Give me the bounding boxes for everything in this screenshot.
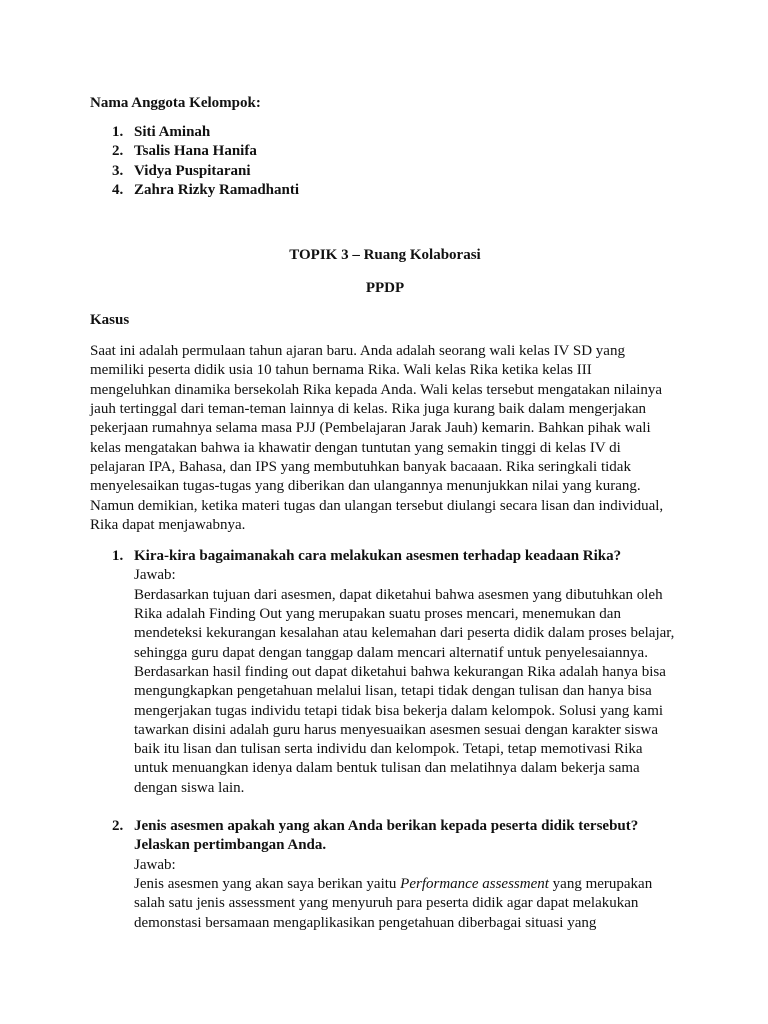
case-paragraph: Saat ini adalah permulaan tahun ajaran baru. Anda adalah seorang wali kelas IV SD yang memiliki peserta didik usia 10 tahun bernama Rika. Wali kelas Rika ketika kelas III mengeluhkan dinamika bersekolah Rika kepada Anda. Wali kelas tersebut mengatakan nilainya jauh tertinggal dari teman-teman lainnya di kelas. Rika juga kurang baik dalam mengerjakan pekerjaan rumahnya selama masa PJJ (Pembelajaran Jarak Jauh) kemarin. Bahkan pihak wali kelas mengatakan bahwa ia khawatir dengan tuntutan yang semakin tinggi di kelas IV di pelajaran IPA, Bahasa, dan IPS yang membutuhkan banyak bacaaan. Rika seringkali tidak menyelesaikan tugas-tugas yang diberikan dan ulangannya menunjukkan nilai yang kurang. Namun demikian, ketika materi tugas dan ulangan tersebut diulangi secara lisan dan individual, Rika dapat menjawabnya. — [90, 343, 664, 533]
member-number: 3. — [112, 162, 124, 179]
question-number: 2. — [112, 818, 124, 835]
member-item — [90, 162, 680, 181]
member-item — [90, 123, 680, 142]
answer-emphasis: Performance assessment — [400, 875, 549, 892]
member-name: Zahra Rizky Ramadhanti — [134, 181, 300, 198]
members-heading: Nama Anggota Kelompok: — [90, 95, 261, 111]
answer-text-start: Jenis asesmen yang akan saya berikan yaitu — [134, 875, 401, 892]
question-text: Kira-kira bagaimanakah cara melakukan asesmen terhadap keadaan Rika? — [134, 548, 622, 565]
question-item — [90, 547, 680, 798]
members-list — [90, 123, 680, 200]
question-text: Jenis asesmen apakah yang akan Anda berikan kepada peserta didik tersebut? Jelaskan pertimbangan Anda. — [134, 818, 639, 854]
answer-text — [134, 875, 680, 933]
topic-title: TOPIK 3 – Ruang Kolaborasi — [289, 247, 481, 264]
answer-label: Jawab: — [134, 856, 176, 873]
answer-text: Berdasarkan tujuan dari asesmen, dapat diketahui bahwa asesmen yang dibutuhkan oleh Rika adalah Finding Out yang merupakan suatu proses mencari, menemukan dan mendeteksi kekurangan kesalahan atau kelemahan dari peserta didik dalam proses belajar, sehingga guru dapat dengan tanggap dalam mencari alternatif untuk penyelesaiannya. Berdasarkan hasil finding out dapat diketahui bahwa kekurangan Rika adalah hanya bisa mengungkapkan pengetahuan melalui lisan, tetapi tidak dengan tulisan dan hanya bisa mengerjakan tugas individu tetapi tidak bisa bekerja dalam kelompok. Solusi yang kami tawarkan disini adalah guru harus menyesuaikan asesmen sesuai dengan karakter siswa baik itu lisan dan tulisan serta individu dan kelompok. Tetapi, tetap memotivasi Rika untuk menuangkan idenya dalam bentuk tulisan dan melatihnya dalam bekerja sama dengan siswa lain. — [134, 586, 675, 796]
case-heading: Kasus — [90, 312, 130, 329]
question-body — [134, 547, 680, 798]
answer-text-end: yang merupakan salah satu jenis assessment yang menyuruh para peserta didik agar dapat melakukan demonstasi bersamaan mengaplikasikan pengetahuan diberbagai situasi yang — [134, 875, 653, 931]
member-number: 2. — [112, 143, 124, 160]
member-name: Tsalis Hana Hanifa — [134, 143, 257, 160]
answer-label: Jawab: — [134, 567, 176, 584]
member-name: Siti Aminah — [134, 124, 211, 140]
member-item — [90, 181, 680, 200]
member-name: Vidya Puspitarani — [134, 162, 251, 179]
question-body — [134, 817, 680, 933]
question-number: 1. — [112, 548, 124, 565]
document-page — [90, 94, 680, 933]
question-item — [90, 817, 680, 933]
topic-subtitle: PPDP — [365, 280, 405, 297]
member-number: 4. — [112, 181, 124, 198]
member-number: 1. — [112, 124, 124, 140]
member-item — [90, 142, 680, 161]
